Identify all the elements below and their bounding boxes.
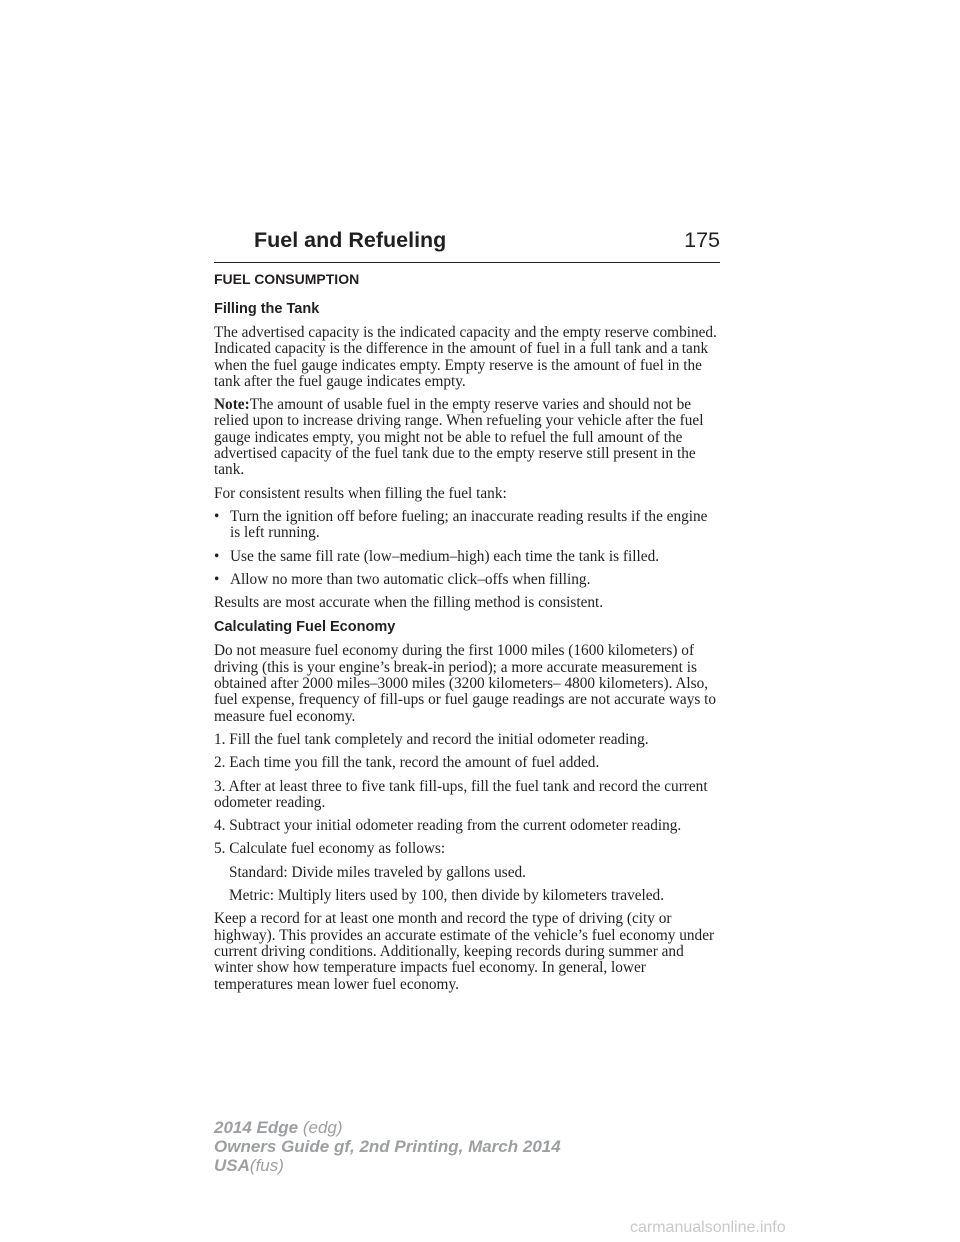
list-item (214, 509, 720, 542)
note-paragraph (214, 397, 720, 478)
page-header (214, 228, 720, 263)
bullet-icon: • (214, 570, 220, 588)
footer-market-code: (fus) (249, 1156, 284, 1175)
economy-paragraph: Do not measure fuel economy during the first 1000 miles (1600 kilometers) of driving (this is your engine’s break-in period); a more accurate measurement is obtained after 2000 miles–3000 miles (3200 kilometers– 4800 kilometers). Also, fuel expense, frequency of fill-ups or fuel gauge readings are not accurate ways to measure fuel economy. (214, 642, 717, 725)
chapter-title: Fuel and Refueling (254, 228, 447, 252)
filling-result: Results are most accurate when the filling method is consistent. (214, 594, 604, 612)
step-item: 4. Subtract your initial odometer reading from the current odometer reading. (214, 817, 682, 835)
footer-model-line (214, 1118, 634, 1137)
metric-formula: Metric: Multiply liters used by 100, then divide by kilometers traveled. (229, 887, 665, 905)
manual-page (214, 0, 720, 1242)
footer-model-code: (edg) (302, 1118, 343, 1137)
footer-model: 2014 Edge (214, 1118, 299, 1137)
standard-formula: Standard: Divide miles traveled by gallons used. (229, 863, 526, 881)
list-item-text: Turn the ignition off before fueling; an inaccurate reading results if the engine is left running. (230, 507, 708, 542)
footer-market-line (214, 1156, 634, 1175)
section-heading: FUEL CONSUMPTION (214, 271, 360, 287)
page-content (214, 270, 720, 1000)
filling-heading: Filling the Tank (214, 301, 320, 317)
page-number: 175 (684, 228, 720, 252)
list-item-text: Use the same fill rate (low–medium–high) each time the tank is filled. (230, 547, 660, 565)
step-item: 5. Calculate fuel economy as follows: (214, 840, 446, 858)
note-label: Note: (214, 396, 250, 414)
step-item: 1. Fill the fuel tank completely and record the initial odometer reading. (214, 730, 649, 748)
economy-closing: Keep a record for at least one month and record the type of driving (city or highway). This provides an accurate estimate of the vehicle’s fuel economy under current driving conditions. Additionally, keeping records during summer and winter show how temperature impacts fuel economy. In general, lower temperatures mean lower fuel economy. (214, 910, 715, 993)
footer-market: USA (214, 1156, 250, 1175)
filling-paragraph: The advertised capacity is the indicated capacity and the empty reserve combined. Indicated capacity is the difference in the amount of fuel in a full tank and a tank when the fuel gauge indicates empty. Empty reserve is the amount of fuel in the tank after the fuel gauge indicates empty. (214, 324, 717, 390)
list-item-text: Allow no more than two automatic click–offs when filling. (230, 570, 591, 588)
list-item (214, 572, 720, 588)
step-item: 2. Each time you fill the tank, record the amount of fuel added. (214, 754, 600, 772)
watermark: carmanualsonline.info (630, 1219, 786, 1236)
filling-intro: For consistent results when filling the fuel tank: (214, 484, 507, 502)
list-item (214, 549, 720, 565)
page-footer (214, 1118, 634, 1175)
bullet-icon: • (214, 507, 220, 525)
footer-edition: Owners Guide gf, 2nd Printing, March 2014 (214, 1137, 561, 1156)
economy-heading: Calculating Fuel Economy (214, 619, 396, 636)
step-item: 3. After at least three to five tank fill-ups, fill the fuel tank and record the current odometer reading. (214, 777, 708, 811)
filling-bullet-list (214, 509, 720, 588)
bullet-icon: • (214, 547, 220, 565)
note-text: The amount of usable fuel in the empty reserve varies and should not be relied upon to increase driving range. When refueling your vehicle after the fuel gauge indicates empty, you might not be able to refuel the full amount of the advertised capacity of the fuel tank due to the empty reserve still present in the tank. (214, 396, 704, 479)
